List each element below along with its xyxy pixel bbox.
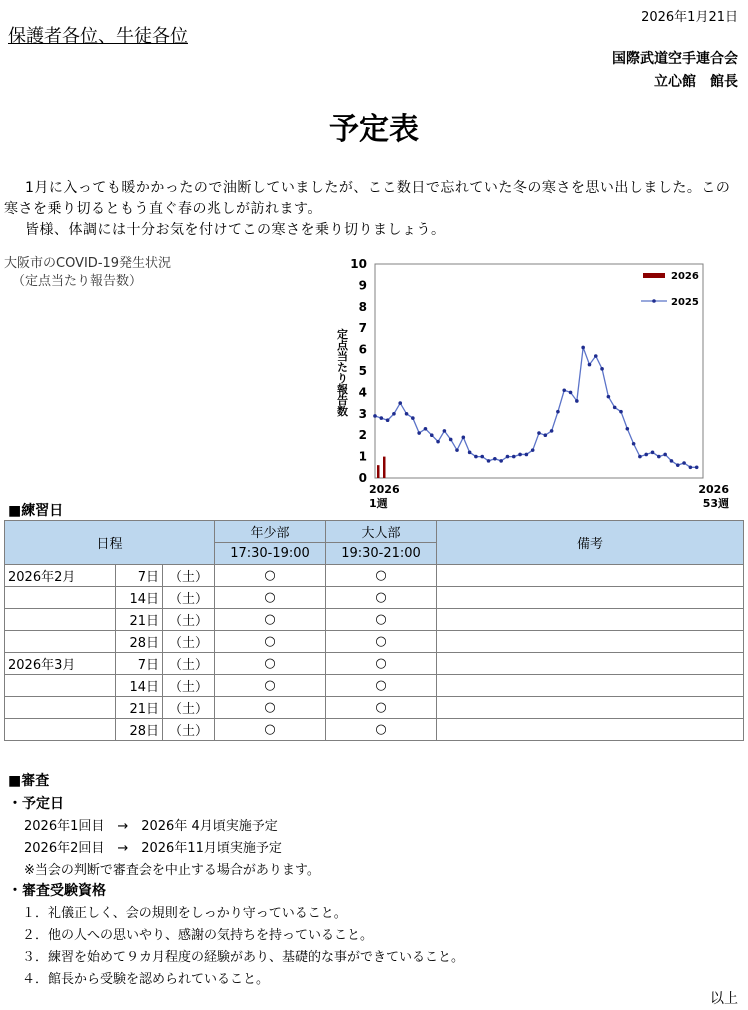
cell-junior: ○ [215, 697, 326, 719]
y-tick-label: 9 [358, 278, 367, 293]
cell-adult: ○ [326, 631, 437, 653]
point-2025 [575, 399, 579, 403]
cell-notes [437, 719, 744, 741]
point-2025 [398, 401, 402, 405]
cell-junior: ○ [215, 565, 326, 587]
cell-junior: ○ [215, 609, 326, 631]
x-end-week-label: 53週 [702, 497, 729, 510]
point-2025 [651, 451, 655, 455]
cell-junior: ○ [215, 675, 326, 697]
point-2025 [455, 448, 459, 452]
point-2025 [449, 438, 453, 442]
legend-2026-label: 2026 [671, 271, 699, 282]
cell-month [5, 719, 116, 741]
legend-2025-label: 2025 [671, 297, 699, 308]
exam-qual-2: ２．他の人への思いやり、感謝の気持ちを持っていること。 [22, 928, 374, 943]
point-2025 [581, 346, 585, 350]
cell-adult: ○ [326, 609, 437, 631]
cell-day: 28日 [116, 631, 163, 653]
point-2025 [424, 427, 428, 431]
table-row [5, 587, 744, 609]
chart-caption-line-2: （定点当たり報告数） [12, 274, 143, 289]
cell-junior: ○ [215, 719, 326, 741]
cell-month [5, 609, 116, 631]
cell-junior: ○ [215, 653, 326, 675]
point-2025 [392, 412, 396, 416]
cell-notes [437, 631, 744, 653]
point-2025 [443, 429, 447, 433]
y-tick-label: 4 [358, 385, 367, 400]
cell-dow: （土） [163, 587, 215, 609]
point-2025 [682, 461, 686, 465]
point-2025 [594, 354, 598, 358]
point-2025 [373, 414, 377, 418]
point-2025 [436, 440, 440, 444]
cell-dow: （土） [163, 653, 215, 675]
practice-table [4, 520, 744, 741]
point-2025 [411, 416, 415, 420]
y-tick-label: 2 [358, 428, 367, 443]
table-row [5, 631, 744, 653]
point-2025 [562, 388, 566, 392]
cell-day: 14日 [116, 587, 163, 609]
cell-day: 28日 [116, 719, 163, 741]
x-start-year-label: 2026 [369, 483, 400, 496]
cell-adult: ○ [326, 719, 437, 741]
closing-text: 以上 [710, 991, 738, 1007]
cell-day: 7日 [116, 653, 163, 675]
y-tick-label: 6 [358, 342, 367, 357]
table-row [5, 697, 744, 719]
cell-dow: （土） [163, 631, 215, 653]
cell-month [5, 587, 116, 609]
cell-notes [437, 697, 744, 719]
point-2025 [474, 455, 478, 459]
covid-chart [330, 255, 735, 515]
junior-time: 17:30-19:00 [215, 543, 326, 565]
table-row [5, 719, 744, 741]
point-2025 [626, 427, 630, 431]
exam-schedule-1: 2026年1回目 → 2026年 4月頃実施予定 [24, 819, 278, 834]
point-2025 [695, 466, 699, 470]
point-2025 [430, 433, 434, 437]
cell-junior: ○ [215, 631, 326, 653]
point-2025 [518, 453, 522, 457]
point-2025 [600, 367, 604, 371]
cell-dow: （土） [163, 697, 215, 719]
cell-notes [437, 565, 744, 587]
exam-qual-1: １．礼儀正しく、会の規則をしっかり守っていること。 [22, 906, 347, 921]
table-row [5, 653, 744, 675]
exam-schedule-note: ※当会の判断で審査会を中止する場合があります。 [24, 863, 320, 878]
cell-dow: （土） [163, 609, 215, 631]
cell-adult: ○ [326, 653, 437, 675]
point-2025 [386, 418, 390, 422]
cell-notes [437, 653, 744, 675]
point-2025 [569, 391, 573, 395]
y-tick-label: 5 [358, 364, 367, 378]
table-row [5, 675, 744, 697]
point-2025 [619, 410, 623, 414]
chart-caption [4, 255, 171, 291]
point-2025 [550, 429, 554, 433]
cell-month [5, 631, 116, 653]
organization-name: 国際武道空手連合会 [612, 51, 738, 67]
document-date: 2026年1月21日 [641, 10, 738, 25]
exam-qual-heading: ・審査受験資格 [8, 883, 106, 899]
point-2025 [689, 466, 693, 470]
point-2025 [657, 455, 661, 459]
cell-month [5, 675, 116, 697]
intro-text [4, 178, 742, 241]
y-tick-label: 7 [358, 321, 367, 336]
point-2025 [487, 459, 491, 463]
exam-schedule-2: 2026年2回目 → 2026年11月頃実施予定 [24, 841, 282, 856]
cell-adult: ○ [326, 565, 437, 587]
table-row [5, 609, 744, 631]
cell-adult: ○ [326, 587, 437, 609]
point-2025 [644, 453, 648, 457]
point-2025 [613, 406, 617, 410]
point-2025 [499, 459, 503, 463]
adult-time: 19:30-21:00 [326, 543, 437, 565]
col-notes-header: 備考 [437, 521, 744, 565]
plot-area [375, 264, 703, 478]
practice-heading: ■練習日 [8, 503, 64, 519]
point-2025 [493, 457, 497, 461]
cell-notes [437, 609, 744, 631]
cell-day: 21日 [116, 697, 163, 719]
exam-qual-3: ３．練習を始めて９カ月程度の経験があり、基礎的な事ができていること。 [22, 950, 465, 965]
point-2025 [670, 459, 674, 463]
legend-2025-marker [652, 299, 656, 303]
y-tick-label: 8 [358, 299, 367, 314]
col-junior-header: 年少部 [215, 521, 326, 543]
point-2025 [607, 395, 611, 399]
point-2025 [676, 463, 680, 467]
intro-paragraph-1: 1月に入っても暖かかったので油断していましたが、ここ数日で忘れていた冬の寒さを思い出しました。この寒さを乗り切るともう直ぐ春の兆しが訪れます。 [4, 180, 731, 217]
cell-notes [437, 675, 744, 697]
cell-dow: （土） [163, 675, 215, 697]
point-2025 [663, 453, 667, 457]
intro-paragraph-2: 皆様、体調には十分お気を付けてこの寒さを乗り切りましょう。 [25, 222, 446, 238]
cell-day: 21日 [116, 609, 163, 631]
bar-2026 [377, 465, 380, 478]
point-2025 [531, 448, 535, 452]
point-2025 [537, 431, 541, 435]
author-name: 立心館 館長 [654, 74, 738, 90]
cell-month [5, 697, 116, 719]
cell-adult: ○ [326, 697, 437, 719]
x-end-year-label: 2026 [698, 483, 729, 496]
cell-month: 2026年2月 [5, 565, 116, 587]
y-axis-label: 定点当たり報告数 [335, 328, 349, 417]
cell-notes [437, 587, 744, 609]
y-tick-label: 0 [358, 471, 367, 485]
cell-month: 2026年3月 [5, 653, 116, 675]
cell-day: 14日 [116, 675, 163, 697]
cell-dow: （土） [163, 565, 215, 587]
point-2025 [405, 412, 409, 416]
point-2025 [632, 442, 636, 446]
point-2025 [512, 455, 516, 459]
y-tick-label: 1 [358, 449, 367, 464]
point-2025 [588, 363, 592, 367]
bar-2026 [383, 457, 386, 478]
point-2025 [480, 455, 484, 459]
chart-caption-line-1: 大阪市のCOVID-19発生状況 [4, 256, 172, 271]
point-2025 [468, 451, 472, 455]
legend-2026-swatch [643, 273, 665, 278]
cell-dow: （土） [163, 719, 215, 741]
x-start-week-label: 1週 [369, 497, 388, 510]
cell-day: 7日 [116, 565, 163, 587]
point-2025 [556, 410, 560, 414]
table-row [5, 565, 744, 587]
point-2025 [506, 455, 510, 459]
cell-junior: ○ [215, 587, 326, 609]
exam-schedule-heading: ・予定日 [8, 796, 64, 812]
cell-adult: ○ [326, 675, 437, 697]
col-adult-header: 大人部 [326, 521, 437, 543]
point-2025 [638, 455, 642, 459]
point-2025 [417, 431, 421, 435]
col-schedule-header: 日程 [5, 521, 215, 565]
y-tick-label: 10 [350, 257, 367, 271]
y-tick-label: 3 [358, 406, 367, 421]
point-2025 [544, 433, 548, 437]
page-title: 予定表 [329, 112, 419, 147]
point-2025 [462, 436, 466, 440]
exam-heading: ■審査 [8, 773, 50, 789]
point-2025 [380, 416, 384, 420]
addressee: 保護者各位、牛徒各位 [8, 26, 188, 47]
exam-qual-4: ４．館長から受験を認められていること。 [22, 972, 270, 987]
point-2025 [525, 453, 529, 457]
